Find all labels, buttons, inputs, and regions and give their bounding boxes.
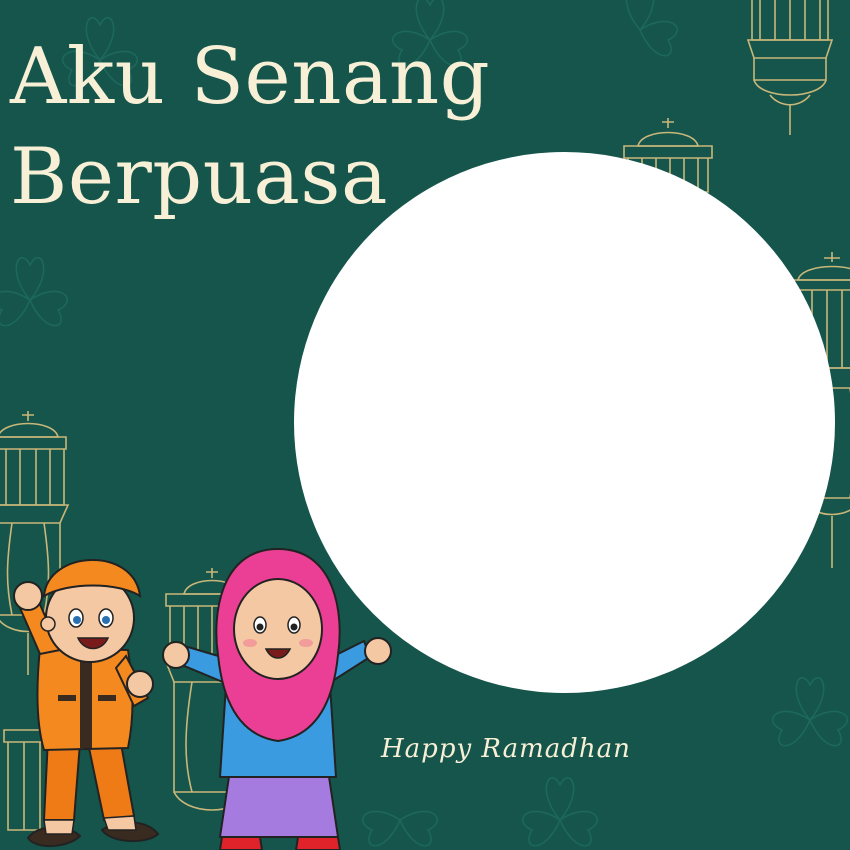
greeting-text: Happy Ramadhan [381,734,631,764]
flower-icon [773,678,848,746]
title-line-2: Berpuasa [10,132,388,222]
title-line-1: Aku Senang [10,32,491,122]
flower-icon [523,778,598,846]
boy-illustration [8,538,178,850]
lantern-icon [748,0,832,135]
flower-icon [0,258,67,326]
girl-illustration [160,545,396,850]
flower-icon [626,0,677,56]
